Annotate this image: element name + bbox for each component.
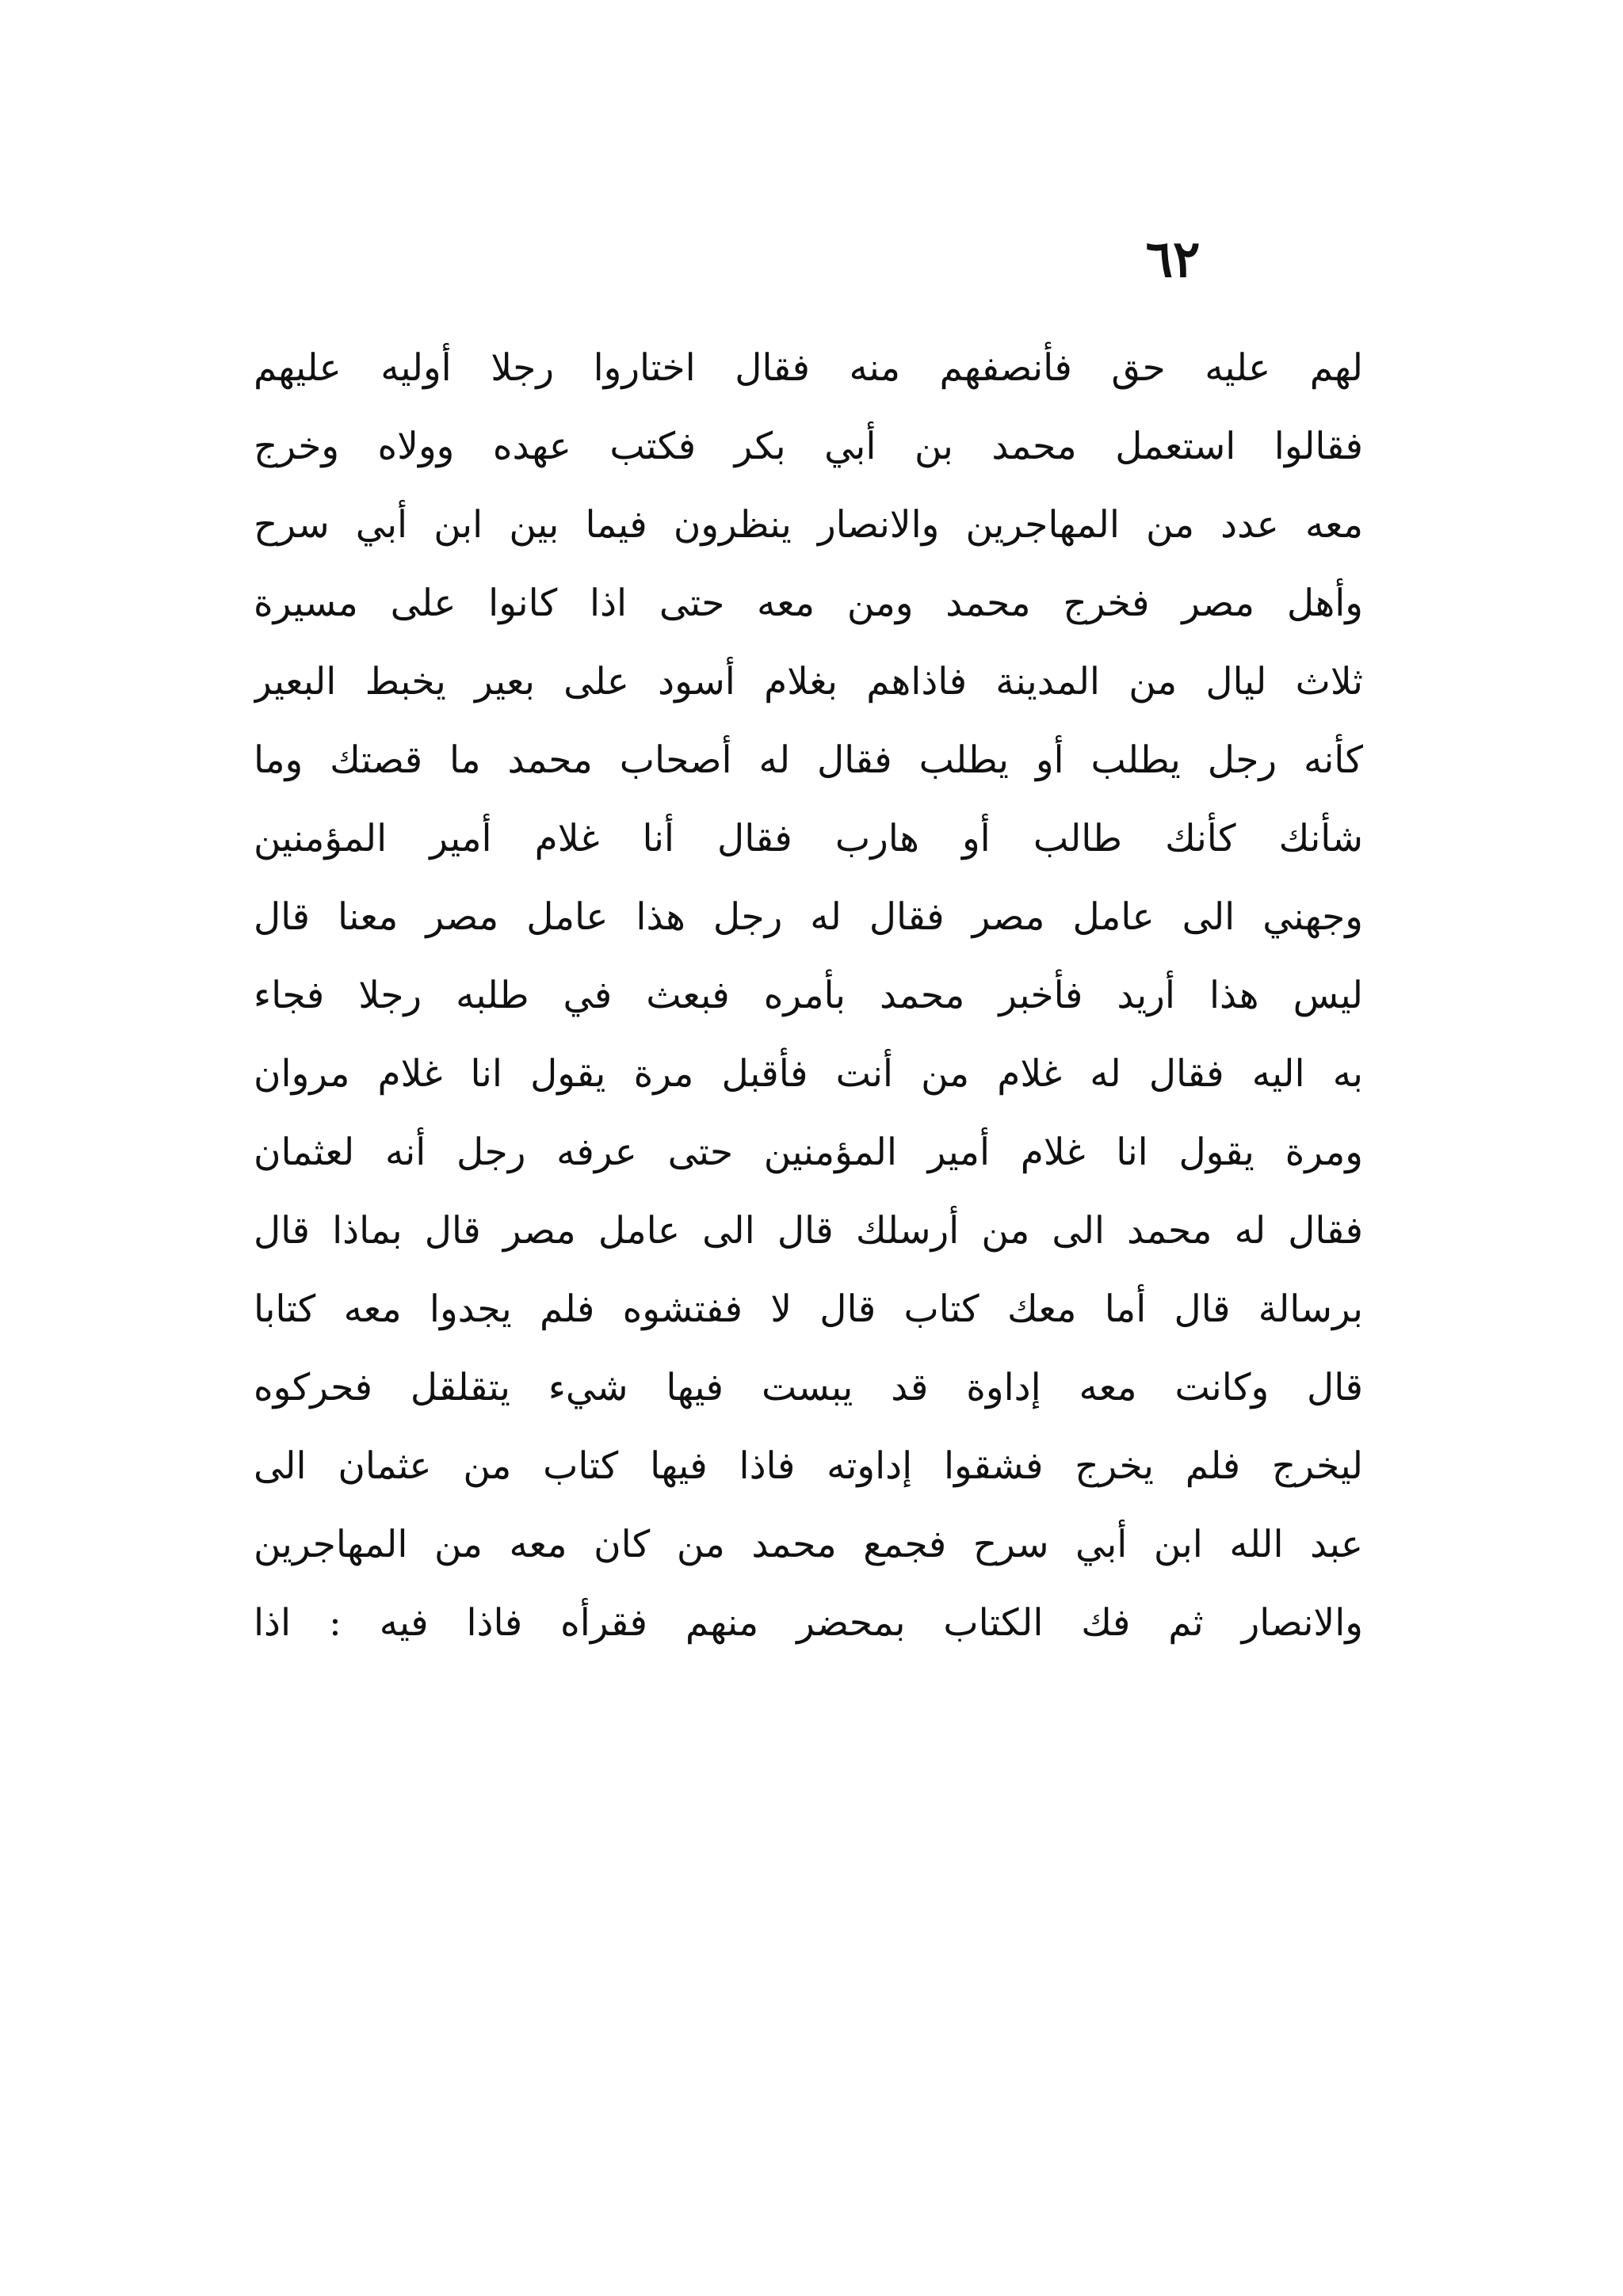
- text-line: ثلاث ليال من المدينة فاذاهم بغلام أسود على بعير يخبط البعير: [254, 660, 1363, 704]
- text-line: به اليه فقال له غلام من أنت فأقبل مرة يقول انا غلام مروان: [254, 1052, 1363, 1096]
- text-line: لهم عليه حق فأنصفهم منه فقال اختاروا رجلا أوليه عليهم: [254, 346, 1363, 390]
- text-line: والانصار ثم فك الكتاب بمحضر منهم فقرأه فاذا فيه : اذا: [254, 1601, 1363, 1645]
- text-line: برسالة قال أما معك كتاب قال لا ففتشوه فلم يجدوا معه كتابا: [254, 1287, 1363, 1331]
- text-line: وأهل مصر فخرج محمد ومن معه حتى اذا كانوا على مسيرة: [254, 582, 1363, 625]
- text-line: كأنه رجل يطلب أو يطلب فقال له أصحاب محمد ما قصتك وما: [254, 738, 1363, 782]
- text-line: ليس هذا أريد فأخبر محمد بأمره فبعث في طلبه رجلا فجاء: [254, 974, 1363, 1017]
- page-number: ٦٢: [1145, 230, 1201, 289]
- text-line: فقالوا استعمل محمد بن أبي بكر فكتب عهده وولاه وخرج: [254, 425, 1363, 468]
- text-line: ليخرج فلم يخرج فشقوا إداوته فاذا فيها كتاب من عثمان الى: [254, 1444, 1363, 1488]
- text-line: عبد الله ابن أبي سرح فجمع محمد من كان معه من المهاجرين: [254, 1523, 1363, 1566]
- body-text: [254, 329, 1363, 1662]
- text-line: وجهني الى عامل مصر فقال له رجل هذا عامل مصر معنا قال: [254, 895, 1363, 939]
- text-line: معه عدد من المهاجرين والانصار ينظرون فيما بين ابن أبي سرح: [254, 503, 1363, 547]
- text-line: فقال له محمد الى من أرسلك قال الى عامل مصر قال بماذا قال: [254, 1209, 1363, 1253]
- text-line: قال وكانت معه إداوة قد يبست فيها شيء يتقلقل فحركوه: [254, 1366, 1363, 1409]
- text-line: شأنك كأنك طالب أو هارب فقال أنا غلام أمير المؤمنين: [254, 817, 1363, 860]
- text-line: ومرة يقول انا غلام أمير المؤمنين حتى عرفه رجل أنه لعثمان: [254, 1131, 1363, 1174]
